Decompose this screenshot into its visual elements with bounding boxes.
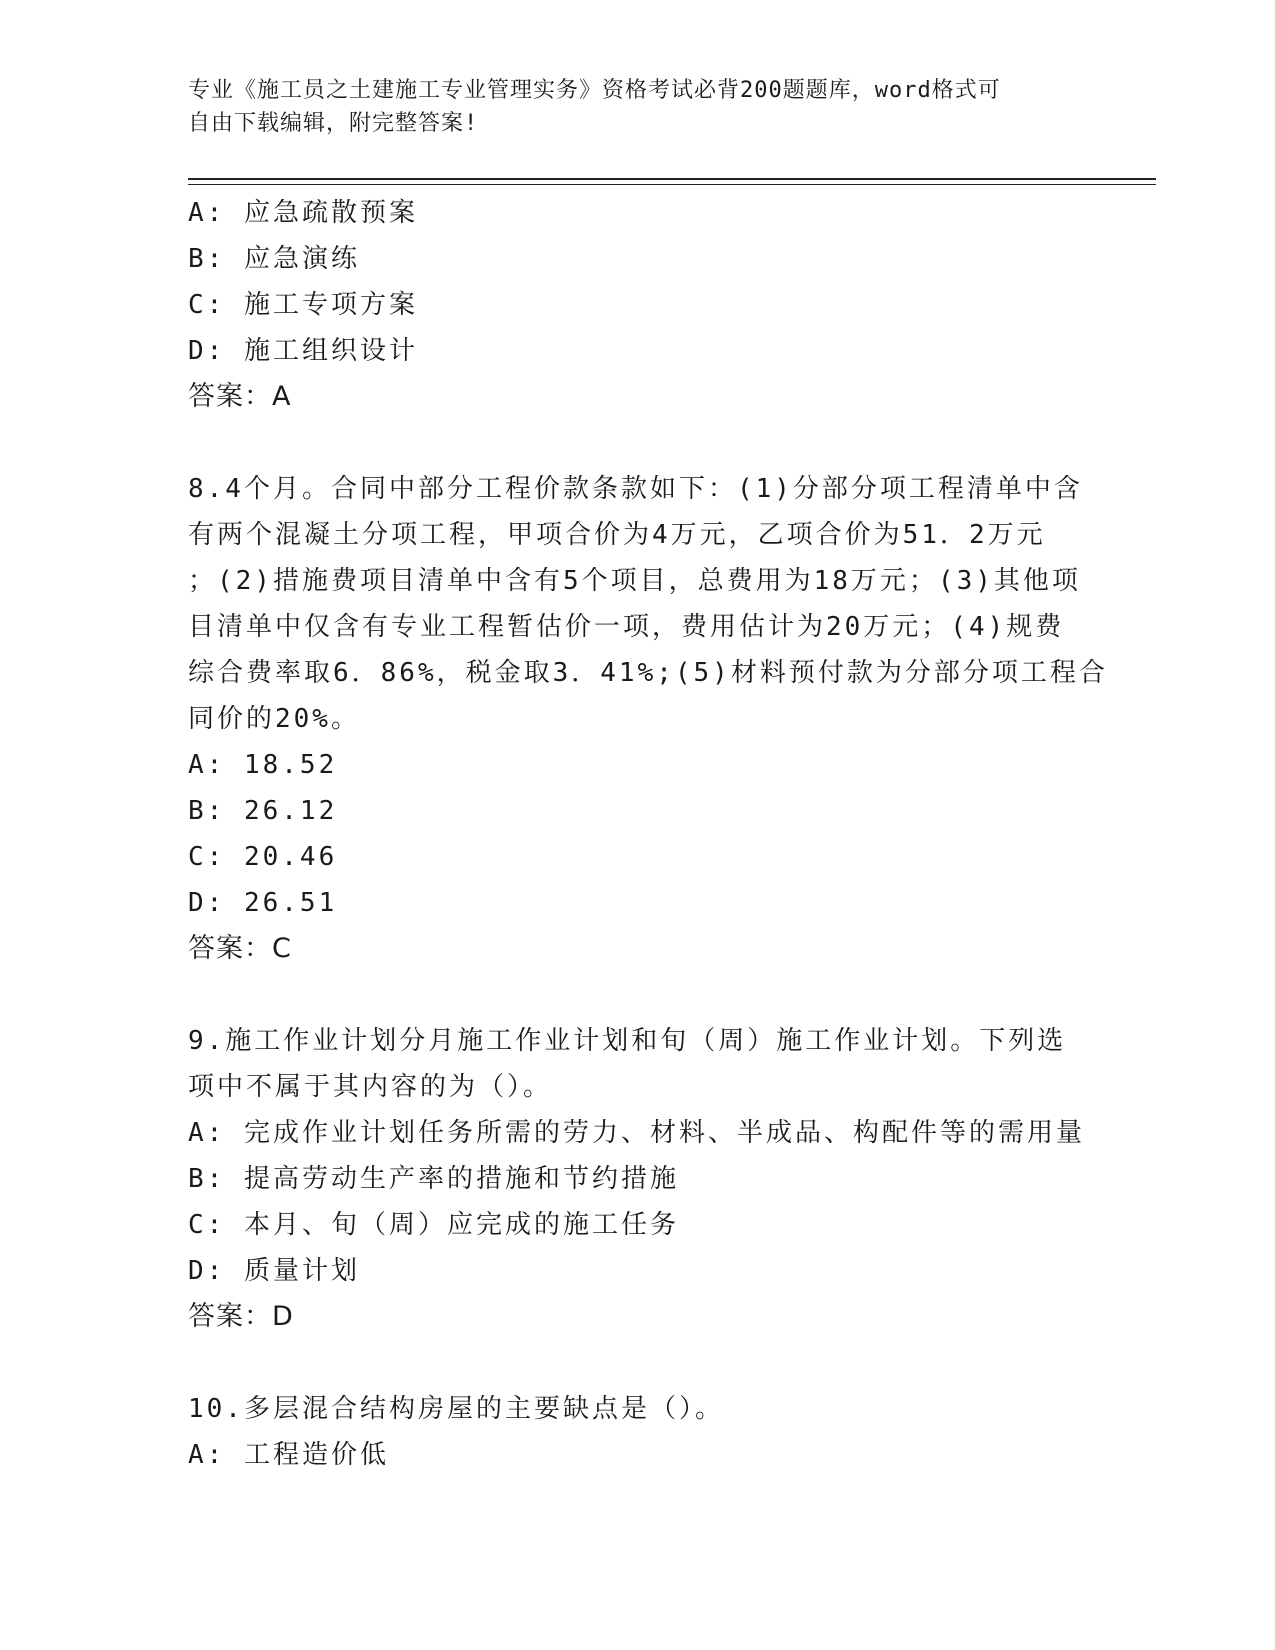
question-text-line: 目清单中仅含有专业工程暂估价一项，费用估计为20万元；(4)规费 <box>188 612 1065 642</box>
question-content <box>188 190 1108 1478</box>
question-text-line: 10.多层混合结构房屋的主要缺点是（）。 <box>188 1394 724 1424</box>
question-text-line: 有两个混凝土分项工程，甲项合价为4万元，乙项合价为51．2万元 <box>188 520 1046 550</box>
option-d: D: 26.51 <box>188 888 338 918</box>
document-header <box>188 74 1068 140</box>
question-text-line: 9.施工作业计划分月施工作业计划和旬（周）施工作业计划。下列选 <box>188 1026 1067 1056</box>
header-line-2: 自由下载编辑，附完整答案! <box>188 111 479 136</box>
option-a: A: 工程造价低 <box>188 1440 389 1470</box>
option-c: C: 施工专项方案 <box>188 290 418 320</box>
spacer <box>188 1340 1088 1386</box>
option-d: D: 施工组织设计 <box>188 336 418 366</box>
option-a: A: 完成作业计划任务所需的劳力、材料、半成品、构配件等的需用量 <box>188 1118 1085 1148</box>
question-7 <box>188 190 1088 420</box>
option-d: D: 质量计划 <box>188 1256 360 1286</box>
question-text-line: 8.4个月。合同中部分工程价款条款如下：(1)分部分项工程清单中含 <box>188 474 1083 504</box>
question-text-line: 同价的20%。 <box>188 704 360 734</box>
option-b: B: 26.12 <box>188 796 338 826</box>
question-8 <box>188 466 1108 972</box>
spacer <box>188 420 1088 466</box>
option-c: C: 20.46 <box>188 842 338 872</box>
question-text-line: ；(2)措施费项目清单中含有5个项目，总费用为18万元；(3)其他项 <box>188 566 1081 596</box>
answer-line: 答案：C <box>188 933 292 964</box>
question-text-line: 综合费率取6．86%，税金取3．41%;(5)材料预付款为分部分项工程合 <box>188 658 1108 688</box>
option-b: B: 提高劳动生产率的措施和节约措施 <box>188 1164 679 1194</box>
question-text-line: 项中不属于其内容的为（）。 <box>188 1072 553 1102</box>
option-b: B: 应急演练 <box>188 244 360 274</box>
question-9 <box>188 1018 1088 1340</box>
question-10 <box>188 1386 1088 1478</box>
answer-line: 答案：A <box>188 381 292 412</box>
option-a: A: 应急疏散预案 <box>188 198 418 228</box>
spacer <box>188 972 1088 1018</box>
option-c: C: 本月、旬（周）应完成的施工任务 <box>188 1210 679 1240</box>
header-line-1: 专业《施工员之土建施工专业管理实务》资格考试必背200题题库，word格式可 <box>188 78 1001 103</box>
answer-line: 答案：D <box>188 1301 294 1332</box>
option-a: A: 18.52 <box>188 750 338 780</box>
header-divider <box>188 178 1156 185</box>
